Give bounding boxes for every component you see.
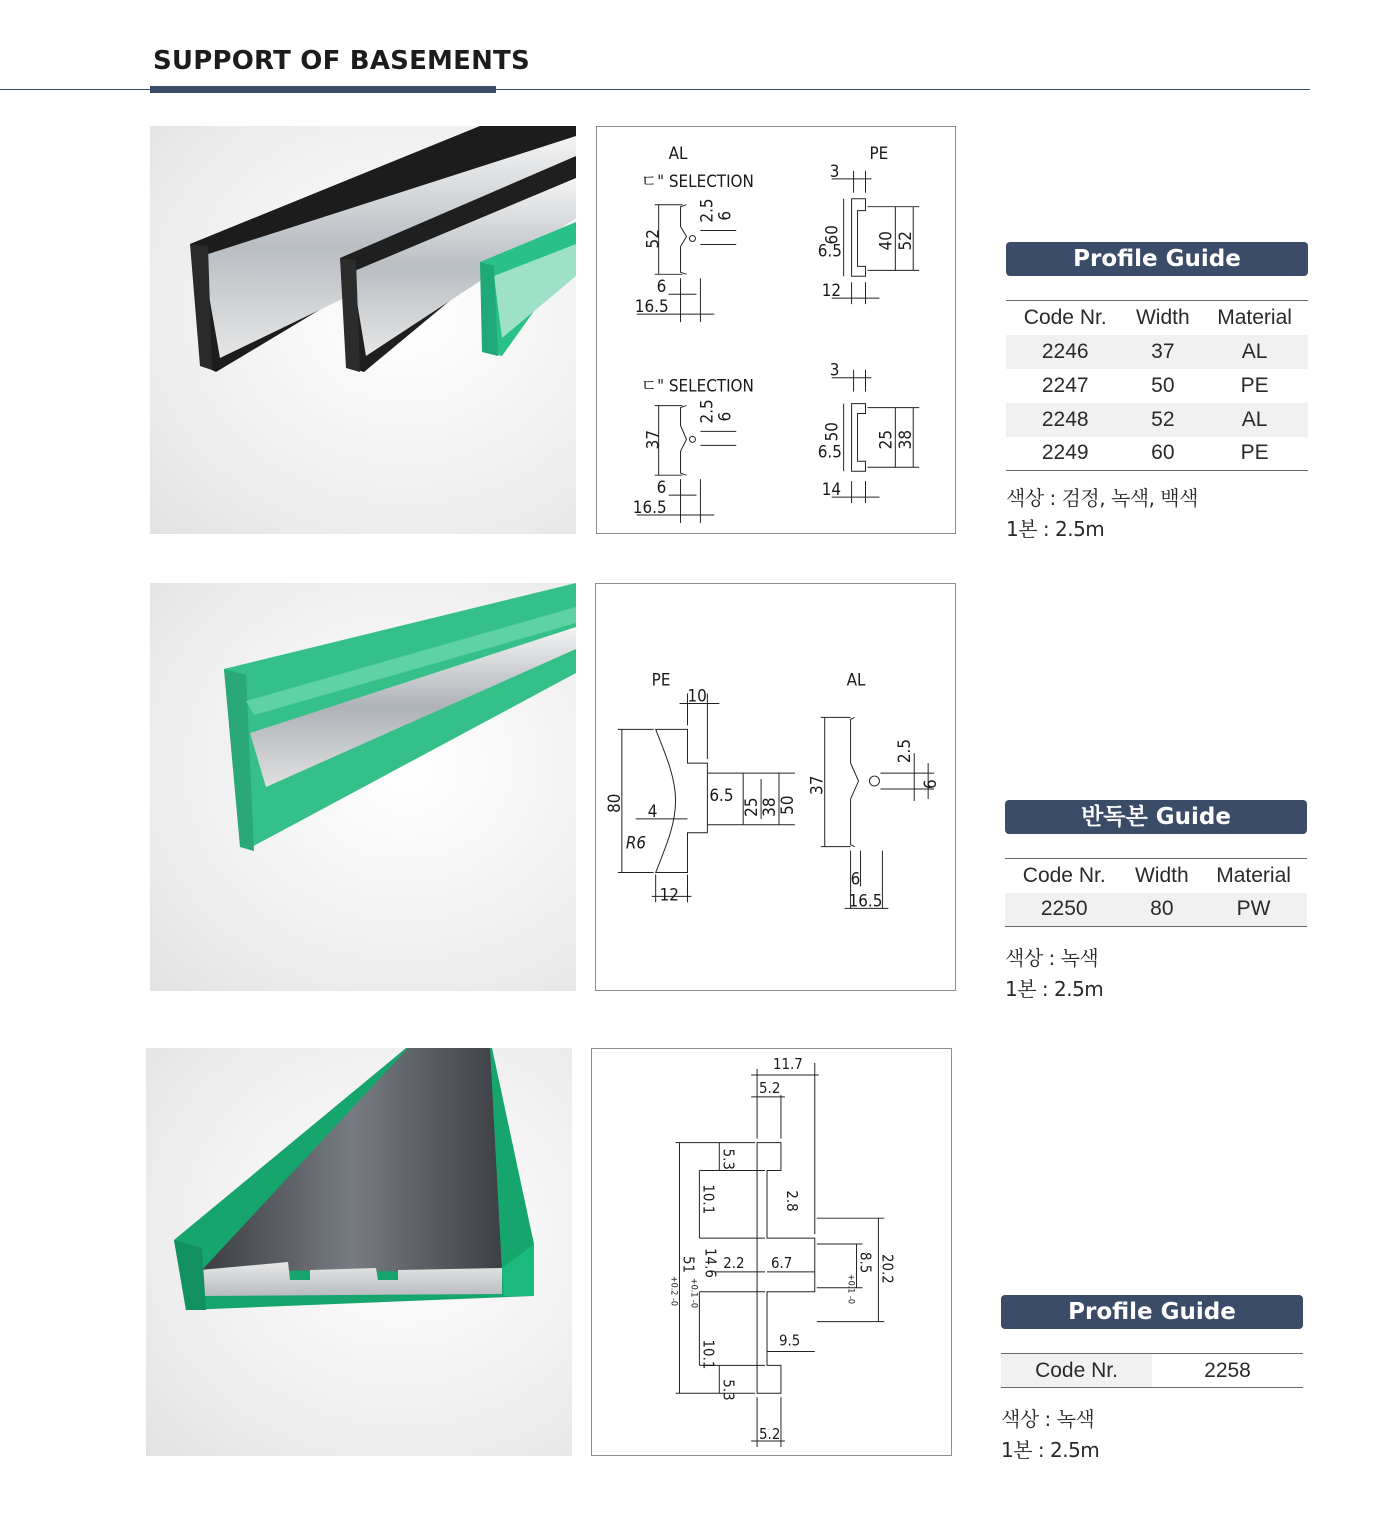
spec-header: 반독본 Guide — [1005, 800, 1307, 834]
dim-4: 4 — [647, 800, 658, 821]
t-slot-guide-photo — [146, 1048, 572, 1456]
cell-width: 50 — [1151, 373, 1175, 397]
note-length: 1본 : 2.5m — [1006, 517, 1105, 541]
product-photo-3 — [146, 1048, 572, 1456]
dim-40: 40 — [875, 231, 896, 251]
col-width: Width — [1134, 863, 1189, 887]
col-width: Width — [1135, 305, 1190, 329]
cell-code: 2249 — [1041, 441, 1089, 465]
product-photo-1 — [150, 126, 576, 534]
dim-2-8: 2.8 — [782, 1190, 801, 1212]
cell-width: 80 — [1123, 893, 1200, 927]
dim-25: 25 — [875, 429, 896, 450]
dim-10-1b: 10.1 — [699, 1339, 718, 1370]
dim-16-5: 16.5 — [848, 890, 883, 911]
dim-2-5: 2.5 — [894, 738, 915, 764]
spec-table — [1006, 300, 1308, 471]
dim-51-tol: +0.2 -0 — [668, 1275, 679, 1306]
spec-header: Profile Guide — [1006, 242, 1308, 276]
label-al: AL — [846, 669, 866, 690]
spec-table — [1005, 858, 1307, 927]
dim-60: 60 — [821, 225, 842, 245]
dim-51: 51 — [679, 1255, 698, 1274]
cell-width: 52 — [1124, 403, 1201, 437]
dim-10-1: 10.1 — [699, 1184, 718, 1215]
cell-material: AL — [1201, 403, 1308, 437]
dim-6: 6 — [920, 779, 941, 789]
dim-3b: 3 — [829, 359, 840, 380]
page-title: SUPPORT OF BASEMENTS — [153, 46, 530, 76]
spec-table — [1001, 1353, 1303, 1388]
spec-profile-guide-1 — [1006, 242, 1308, 545]
dim-6d: 6 — [656, 477, 667, 498]
dim-52b: 52 — [895, 231, 916, 251]
table-row — [1001, 1354, 1303, 1388]
dim-5-2: 5.2 — [759, 1078, 781, 1097]
table-row — [1006, 369, 1308, 403]
col-code: Code Nr. — [1023, 305, 1107, 329]
table-row — [1006, 437, 1308, 471]
cell-code: 2246 — [1006, 335, 1124, 369]
dim-10: 10 — [687, 685, 707, 706]
cell-width: 37 — [1124, 335, 1201, 369]
dim-16-5: 16.5 — [634, 296, 669, 317]
cell-code-value: 2258 — [1204, 1358, 1251, 1382]
table-row — [1006, 335, 1308, 369]
table-row — [1005, 893, 1307, 927]
cell-code: 2250 — [1005, 893, 1123, 927]
dim-38: 38 — [895, 429, 916, 450]
dim-3: 3 — [829, 160, 840, 181]
dim-52: 52 — [642, 229, 663, 249]
dim-6-5: 6.5 — [709, 784, 734, 805]
cell-material: AL — [1201, 335, 1308, 369]
dim-20-2: 20.2 — [878, 1253, 897, 1284]
label-selection-b: ㄷ" SELECTION — [640, 375, 754, 396]
dim-37: 37 — [642, 429, 663, 450]
dim-2-2: 2.2 — [723, 1253, 745, 1272]
dim-6b: 6 — [850, 868, 861, 889]
title-accent-bar — [150, 86, 496, 93]
cell-code-label: Code Nr. — [1001, 1354, 1152, 1388]
dim-6b: 6 — [656, 276, 667, 297]
dim-80: 80 — [603, 793, 624, 813]
dim-11-7: 11.7 — [772, 1055, 803, 1074]
dim-12: 12 — [821, 280, 842, 301]
dim-50: 50 — [821, 422, 842, 442]
cell-width: 60 — [1151, 441, 1175, 465]
dim-2-5: 2.5 — [696, 198, 717, 223]
cell-material: PW — [1200, 893, 1307, 927]
spec-notes — [1005, 943, 1307, 1005]
dim-37: 37 — [806, 775, 827, 795]
cell-material: PE — [1240, 441, 1269, 465]
dim-r6: R6 — [625, 832, 647, 853]
col-material: Material — [1216, 863, 1291, 887]
technical-drawing-2 — [595, 583, 956, 991]
technical-drawing-3 — [591, 1048, 952, 1456]
dim-16-5b: 16.5 — [632, 496, 667, 517]
note-color: 색상 : 녹색 — [1005, 946, 1099, 970]
label-pe: PE — [869, 142, 889, 163]
dim-14-6: 14.6 — [701, 1248, 720, 1278]
note-length: 1본 : 2.5m — [1001, 1438, 1100, 1462]
dim-5-2b: 5.2 — [759, 1424, 781, 1443]
note-color: 색상 : 검정, 녹색, 백색 — [1006, 486, 1198, 510]
col-material: Material — [1217, 305, 1292, 329]
label-al: AL — [668, 142, 688, 163]
cell-code: 2248 — [1006, 403, 1124, 437]
dim-2-5b: 2.5 — [696, 399, 717, 424]
dim-6-7: 6.7 — [771, 1253, 793, 1272]
dim-14-6-tol: +0.1 -0 — [688, 1277, 699, 1308]
spec-notes — [1001, 1404, 1303, 1466]
table-header-row — [1005, 859, 1307, 893]
dim-50: 50 — [776, 795, 797, 815]
dim-6-5b: 6.5 — [817, 441, 842, 462]
note-length: 1본 : 2.5m — [1005, 977, 1104, 1001]
label-selection-a: ㄷ" SELECTION — [640, 170, 754, 191]
dim-38: 38 — [759, 797, 780, 817]
dim-25: 25 — [741, 797, 762, 817]
spec-profile-guide-3 — [1001, 1295, 1303, 1466]
dim-8-5-tol: +0.1 -0 — [845, 1273, 856, 1304]
dim-14: 14 — [821, 479, 842, 500]
spec-header: Profile Guide — [1001, 1295, 1303, 1329]
dim-5-3: 5.3 — [719, 1148, 738, 1170]
dim-12: 12 — [659, 884, 679, 905]
label-pe: PE — [651, 669, 671, 690]
table-row — [1006, 403, 1308, 437]
dim-9-5: 9.5 — [778, 1331, 801, 1350]
col-code: Code Nr. — [1022, 863, 1106, 887]
dim-6-5: 6.5 — [817, 240, 842, 261]
note-color: 색상 : 녹색 — [1001, 1407, 1095, 1431]
table-header-row — [1006, 301, 1308, 335]
cell-material: PE — [1240, 373, 1269, 397]
spec-notes — [1006, 483, 1308, 545]
dim-5-3b: 5.3 — [719, 1379, 738, 1401]
spec-guide-2 — [1005, 800, 1307, 1005]
dim-6: 6 — [714, 210, 735, 221]
cell-code: 2247 — [1041, 373, 1089, 397]
green-guide-photo — [150, 583, 576, 991]
dim-8-5: 8.5 — [856, 1252, 875, 1274]
product-photo-2 — [150, 583, 576, 991]
technical-drawing-1 — [596, 126, 956, 534]
profile-rails-photo — [150, 126, 576, 534]
dim-6c: 6 — [714, 411, 735, 422]
